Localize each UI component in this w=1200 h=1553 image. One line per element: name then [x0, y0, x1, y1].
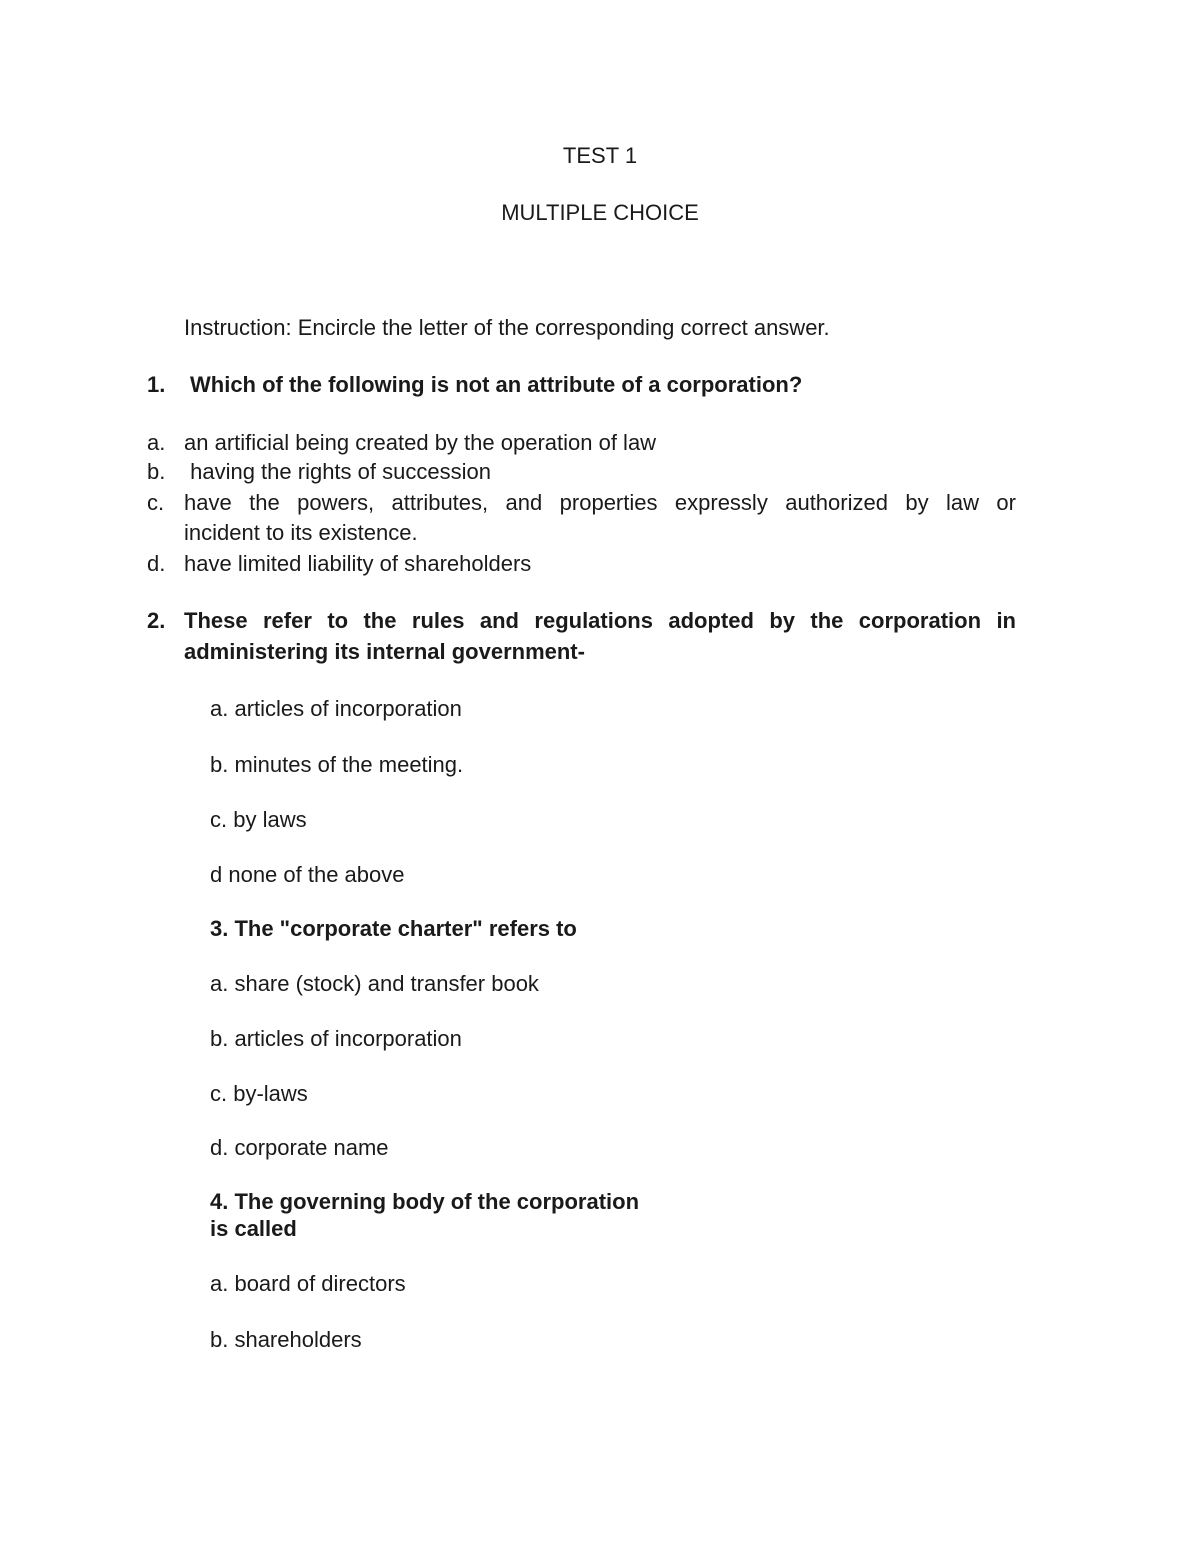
- q2-question-line2: administering its internal government-: [184, 639, 585, 664]
- q3-option-d: d. corporate name: [210, 1135, 389, 1160]
- q1-number: 1.: [147, 372, 166, 397]
- q1-option-b-letter: b.: [147, 459, 166, 484]
- q4-option-a: a. board of directors: [210, 1271, 406, 1296]
- q2-option-d: d none of the above: [210, 862, 405, 887]
- q4-question-line1: 4. The governing body of the corporation: [210, 1189, 640, 1214]
- q1-option-d-letter: d.: [147, 551, 166, 576]
- test-title: TEST 1: [562, 143, 638, 168]
- q3-option-b: b. articles of incorporation: [210, 1026, 462, 1051]
- q1-option-b: having the rights of succession: [184, 459, 491, 484]
- q3-option-a: a. share (stock) and transfer book: [210, 971, 539, 996]
- q2-option-a: a. articles of incorporation: [210, 696, 462, 721]
- q1-option-a: an artificial being created by the operation of law: [184, 430, 657, 455]
- q4-question-line2: is called: [210, 1216, 297, 1241]
- q1-question: Which of the following is not an attribute of a corporation?: [190, 372, 803, 397]
- q2-number: 2.: [147, 608, 166, 633]
- q1-option-d: have limited liability of shareholders: [184, 551, 532, 576]
- section-subtitle: MULTIPLE CHOICE: [501, 200, 699, 225]
- q2-option-b: b. minutes of the meeting.: [210, 752, 464, 777]
- q1-option-c-line2: incident to its existence.: [184, 520, 418, 545]
- q1-option-c-letter: c.: [147, 490, 165, 515]
- q1-option-a-letter: a.: [147, 430, 166, 455]
- q3-option-c: c. by-laws: [210, 1081, 308, 1106]
- q1-option-c-line1: have the powers, attributes, and properties expressly authorized by law or: [184, 490, 1016, 515]
- instruction-text: Instruction: Encircle the letter of the corresponding correct answer.: [184, 315, 830, 340]
- q2-question-line1: These refer to the rules and regulations adopted by the corporation in: [184, 608, 1016, 633]
- q4-option-b: b. shareholders: [210, 1327, 362, 1352]
- q2-option-c: c. by laws: [210, 807, 307, 832]
- q3-question: 3. The "corporate charter" refers to: [210, 916, 577, 941]
